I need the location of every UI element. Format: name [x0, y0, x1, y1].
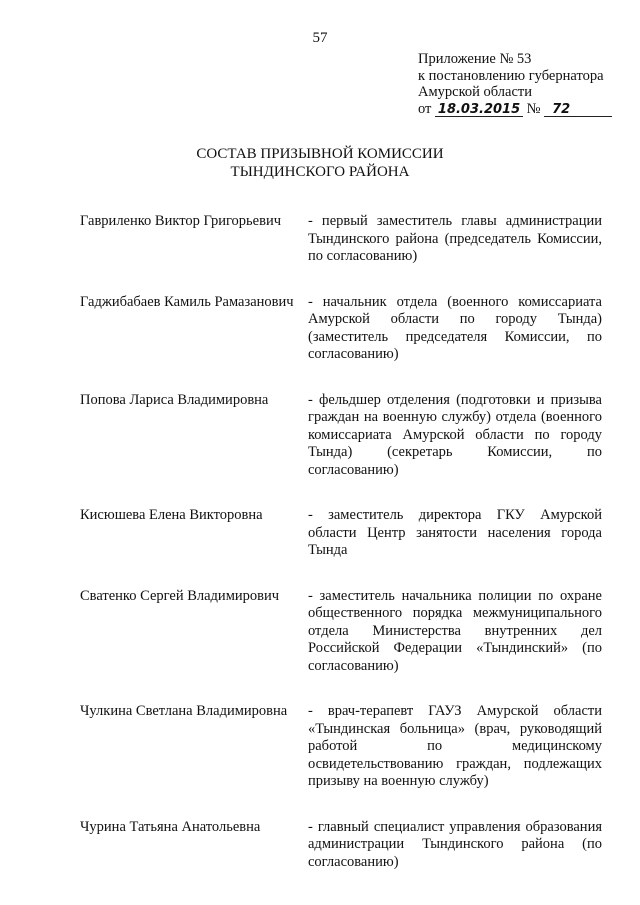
member-row	[80, 588, 602, 676]
handwritten-number: 72	[544, 103, 612, 117]
page-number: 57	[312, 30, 328, 46]
member-role: - начальник отдела (военного комиссариата Амурской области по городу Тында) (заместитель председателя Комиссии, по согласованию)	[308, 293, 602, 362]
member-name: Гаджибабаев Камиль Рамазанович	[80, 293, 294, 310]
appendix-reference: к постановлению губернатора	[418, 67, 604, 84]
number-label: №	[526, 100, 541, 117]
member-name: Кисюшева Елена Викторовна	[80, 507, 263, 523]
handwritten-date: 18.03.2015	[435, 103, 523, 117]
appendix-date-line	[418, 101, 618, 118]
document-title	[0, 145, 640, 181]
member-role: - главный специалист управления образования администрации Тындинского района (по согласованию)	[308, 818, 602, 870]
appendix-block	[418, 51, 618, 117]
member-role: - заместитель директора ГКУ Амурской области Центр занятости населения города Тында	[308, 507, 602, 558]
date-prefix: от	[418, 100, 432, 117]
member-name: Сватенко Сергей Владимирович	[80, 587, 280, 604]
member-row	[80, 819, 602, 872]
title-line-1: СОСТАВ ПРИЗЫВНОЙ КОМИССИИ	[196, 146, 444, 162]
member-row	[80, 392, 602, 480]
member-row	[80, 703, 602, 791]
member-role: - фельдшер отделения (подготовки и призыва граждан на военную службу) отдела (военного комиссариата Амурской области по городу Тында) (секретарь Комиссии, по согласованию)	[308, 391, 602, 478]
member-name: Чурина Татьяна Анатольевна	[80, 818, 261, 835]
member-name: Гавриленко Виктор Григорьевич	[80, 213, 281, 229]
member-role: - врач-терапевт ГАУЗ Амурской области «Тындинская больница» (врач, руководящий работой по медицинскому освидетельствованию граждан, подлежащих призыву на военную службу)	[308, 703, 602, 789]
member-role: - первый заместитель главы администрации Тындинского района (председатель Комиссии, по согласованию)	[308, 213, 602, 264]
member-row	[80, 213, 602, 266]
appendix-number: Приложение № 53	[418, 51, 532, 67]
member-role: - заместитель начальника полиции по охране общественного порядка межмуниципального отдела Министерства внутренних дел Российской Федерации «Тындинский» (по согласованию)	[308, 587, 602, 674]
member-name: Чулкина Светлана Владимировна	[80, 703, 288, 719]
members-list	[80, 213, 602, 871]
member-row	[80, 507, 602, 560]
appendix-region: Амурской области	[418, 84, 532, 100]
member-row	[80, 294, 602, 364]
title-line-2: ТЫНДИНСКОГО РАЙОНА	[230, 164, 410, 180]
member-name: Попова Лариса Владимировна	[80, 391, 269, 408]
